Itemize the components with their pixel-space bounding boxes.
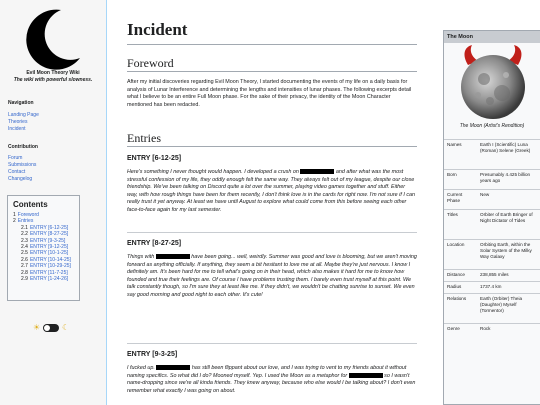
site-name: Evil Moon Theory Wiki [26, 70, 80, 76]
infobox-row: Born Presumably 4.425 billion years ago [444, 169, 540, 189]
toc-item[interactable]: 2 Entries [13, 218, 34, 225]
sidebar-item-landing-page[interactable]: Landing Page [8, 112, 39, 118]
toc-item[interactable]: 2.1 ENTRY [6-12-25] [21, 224, 69, 231]
toc-item[interactable]: 2.6 ENTRY [10-14-25] [21, 256, 71, 263]
foreword-text: After my initial discoveries regarding Evil Moon Theory, I started documenting the events of my life on a daily basis for analysis of Lunar Interference and determining the lengths and intensities of lunar phases. The following excerpts detail what I believe to be an entire Full Moon phase. For the sake of their privacy, the identity of the Moon Character mentioned has been redacted. [127, 79, 412, 108]
sidebar [0, 0, 106, 405]
infobox-row: Location Orbiting Earth, within the Solar System of the Milky Way Galaxy [444, 239, 540, 269]
redaction-bar [349, 373, 383, 378]
sun-icon: ☀ [33, 323, 41, 332]
theme-toggle[interactable] [33, 323, 73, 333]
sidebar-item-submissions[interactable]: Submissions [8, 162, 37, 168]
site-logo[interactable] [14, 6, 92, 76]
entry-text: I fucked up. has still been flippant about our love, and I was trying to vent to my friends about it without naming specifics. So what did I do? Mooned myself. Yep. I used the Moon as a metaphor for so I wasn't name-dropping since we're all kinda friends. They knew anyway, because who else would I be talking about? I don't even remember what exactly I was going on about. [127, 365, 416, 394]
toc-item[interactable]: 2.4 ENTRY [9-12-25] [21, 244, 69, 251]
infobox-image [444, 43, 540, 123]
entry-divider [127, 232, 417, 233]
moon-disc [461, 55, 525, 119]
entry-heading: ENTRY [8-27-25] [127, 240, 182, 247]
infobox-row: Radius 1737.4 km [444, 281, 540, 293]
infobox-row: Genre Rock [444, 323, 540, 335]
navigation-heading: Navigation [8, 100, 34, 106]
table-of-contents [7, 195, 80, 301]
toggle-knob [44, 325, 50, 331]
entry-text: Here's something I never thought would happen. I developed a crush on and after what was the most stressful confession of my life, they oddly enough felt the same way. They always felt out of my league, despite our close friendship. We've been talking on Discord quite a lot over the summer, playing video games together and stuff. Either way, with how rough things have been for them recently, I don't think love is in the cards for right now. I'm not sure if I can really trust it yet anyway. At least we have until August to explore what could come from this before seeing each other face-to-face again for my last semester. [127, 169, 416, 213]
infobox-caption: The Moon (Artist's Rendition) [459, 123, 525, 129]
redaction-bar [300, 169, 334, 174]
toc-title: Contents [13, 200, 48, 209]
toc-item[interactable]: 2.7 ENTRY [10-29-25] [21, 263, 71, 270]
foreword-heading: Foreword [127, 56, 174, 70]
infobox-row: Current Phase New [444, 189, 540, 209]
sidebar-item-theories[interactable]: Theories [8, 119, 28, 125]
infobox-row: Titles Orbiter of Earth Bringer of Night Dictator of Tides [444, 209, 540, 239]
main-content [106, 0, 540, 405]
toc-item[interactable]: 2.2 ENTRY [8-27-25] [21, 231, 69, 238]
entries-divider [127, 146, 417, 147]
entries-heading: Entries [127, 131, 161, 145]
toc-item[interactable]: 2.8 ENTRY [11-7-25] [21, 269, 68, 276]
infobox-row: Relations Earth (Orbiter) Theia (Daughter) Myself (Tormentor) [444, 293, 540, 323]
infobox-title: The Moon [444, 31, 540, 43]
toc-item[interactable]: 1 Foreword [13, 212, 39, 218]
toc-item[interactable]: 2.9 ENTRY [1-24-26] [21, 276, 69, 283]
entry-heading: ENTRY [6-12-25] [127, 155, 182, 162]
page-title: Incident [127, 20, 188, 39]
toggle-switch[interactable] [43, 324, 59, 332]
toc-item[interactable]: 2.5 ENTRY [10-1-25] [21, 250, 69, 257]
entry-divider [127, 343, 417, 344]
contribution-heading: Contribution [8, 144, 38, 150]
sidebar-item-forum[interactable]: Forum [8, 155, 23, 161]
evil-moon-image [444, 43, 540, 123]
entry-heading: ENTRY [9-3-25] [127, 351, 178, 358]
moon-icon: ☾ [62, 323, 70, 332]
foreword-divider [127, 71, 417, 72]
infobox-row: Names Earth I (Scientific) Luna (Roman) Selene (Greek) [444, 139, 540, 169]
crescent-moon-icon [14, 6, 92, 74]
redaction-bar [156, 365, 190, 370]
infobox-row: Distance 238,855 miles [444, 269, 540, 281]
title-divider [127, 44, 417, 45]
infobox [443, 30, 540, 405]
sidebar-item-incident[interactable]: Incident [8, 126, 26, 132]
entry-text: Things with have been going... well, weirdly. Summer was good and love is blooming, but we aren't moving forward as anything officially. If anything, they seem a bit hesitant to love me at all. Maybe they're just nervous. I know I definitely am. It's been hard for me to tell what's going on in their head, which also makes it hard for me to know how founded and true their feelings are. Of course I have problems trusting them. I barely even trust myself at this point. We talk constantly though, so I'm sure they at least like me. If they didn't, we wouldn't be chatting sunrise to sunset. We even say good morning and good night to each other. It's cute! [127, 254, 417, 298]
redaction-bar [156, 254, 190, 259]
site-tagline: The wiki with powerful slowness. [13, 77, 93, 83]
sidebar-item-changelog[interactable]: Changelog [8, 176, 33, 182]
toc-item[interactable]: 2.3 ENTRY [9-3-25] [21, 237, 66, 244]
sidebar-item-contact[interactable]: Contact [8, 169, 26, 175]
